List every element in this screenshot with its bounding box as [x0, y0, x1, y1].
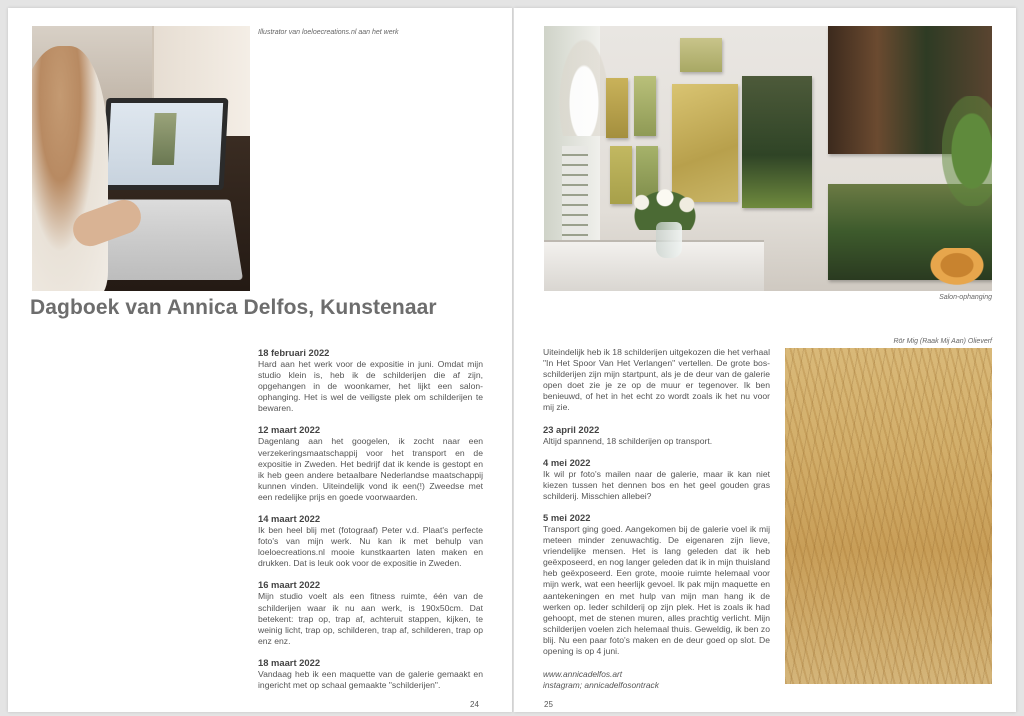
entry-body: Vandaag heb ik een maquette van de galerie gemaakt en ingericht met op schaal gemaakte "schilderijen".: [258, 668, 483, 690]
diary-column-right: [543, 347, 770, 667]
entry-date: 18 februari 2022: [258, 347, 330, 358]
photo-salon-ophanging: [544, 26, 992, 291]
entry-date: 12 maart 2022: [258, 424, 321, 436]
entry-body: Transport ging goed. Aangekomen bij de galerie voel ik mij meteen minder zenuwachtig. De eigenaren zijn lieve, vriendelijke mensen. Het is lang geleden dat ik heb geëxposeerd, en nog langer geleden dat ik in mijn thuisland heb geëxposeerd. Een grote, mooie ruimte helemaal voor mijn werk, wat een heerlijk gevoel. Ik pak mijn maquette en aantekeningen en met hulp van mijn man hang ik de werken op. Ieder schilderij op zijn plek. Het is zoals ik had gehoopt, met de stenen muren, alles prachtig verlicht. Mijn schilderijen voelen zich helemaal thuis. Geweldig, ik ben zo blij. Nu een paar foto's maken en de deur goed op slot. De opening is op 4 juni.: [543, 523, 770, 656]
entry-date: 18 maart 2022: [258, 656, 321, 668]
painting-ror-mig: [785, 348, 992, 684]
instagram-handle[interactable]: instagram; annicadelfosontrack: [543, 679, 659, 690]
caption-illustrator: Illustrator van loeloecreations.nl aan het werk: [258, 29, 399, 36]
entry-body: Ik wil pr foto's mailen naar de galerie, maar ik kan niet kiezen tussen het dennen bos en het geel gouden gras schilderij. Misschien allebei?: [543, 468, 770, 501]
entry-body: Hard aan het werk voor de expositie in juni. Omdat mijn studio klein is, heb ik de schilderijen die af zijn, opgehangen in de woonkamer, het lijkt een salon-ophanging. Het is wel de veiligste plek om schilderijen te bewaren.: [258, 359, 483, 414]
diary-entry: [258, 347, 483, 414]
page-number-right: 25: [544, 700, 553, 709]
diary-entry: [258, 513, 483, 569]
photo-person: [32, 46, 108, 291]
diary-entry: [543, 457, 770, 502]
photo-fruit-bowl: [922, 248, 992, 291]
diary-entry: [258, 424, 483, 503]
caption-salon: Salon-ophanging: [939, 294, 992, 301]
entry-date: 14 maart 2022: [258, 513, 321, 525]
photo-dining-table: [544, 240, 764, 291]
entry-date: 4 mei 2022: [543, 456, 591, 468]
diary-entry: [543, 347, 770, 414]
entry-body: Ik ben heel blij met (fotograaf) Peter v.d. Plaat's perfecte foto's van mijn werk. Nu kan ik met behulp van loeloecreations.nl mooie kunstkaarten laten maken en drukken. Dat is leuk ook voor de expositie in Zweden.: [258, 525, 483, 569]
painting-thumb: [680, 38, 722, 72]
photo-vase: [656, 222, 682, 258]
photo-laptop-screen: [102, 98, 229, 190]
entry-body: Uiteindelijk heb ik 18 schilderijen uitgekozen die het verhaal "In Het Spoor Van Het Verlangen" vertellen. De grote bos-schilderijen zijn mijn startpunt, als je de deur van de galerie open doet zie je ze op de muur er tegenover. Ik ben benieuwd, of het in het echt zo wordt zoals ik het nu voor mij zie.: [543, 347, 770, 413]
page-number-left: 24: [470, 700, 479, 709]
diary-column-left: [258, 347, 483, 701]
entry-date: 23 april 2022: [543, 423, 600, 435]
entry-date: 16 maart 2022: [258, 579, 321, 591]
painting-thumb: [606, 78, 628, 138]
photo-illustrator-at-work: [32, 26, 250, 291]
diary-entry: [258, 579, 483, 646]
diary-entry: [258, 657, 483, 691]
photo-chandelier: [554, 26, 614, 136]
article-heading: Dagboek van Annica Delfos, Kunstenaar: [30, 296, 437, 319]
contact-links: [543, 669, 770, 690]
caption-painting: Rör Mig (Raak Mij Aan) Olieverf: [893, 338, 992, 345]
entry-body: Altijd spannend, 18 schilderijen op transport.: [543, 435, 713, 446]
diary-entry: [543, 512, 770, 657]
entry-body: Mijn studio voelt als een fitness ruimte, één van de schilderijen waar ik nu aan werk, is 190x50cm. Dat betekent: trap op, trap af, achteruit stappen, kijken, te weinig licht, trap op, schilderen, trap af, schilderen, trap op enz enz.: [258, 591, 483, 646]
painting-thumb: [742, 76, 812, 208]
website-link[interactable]: www.annicadelfos.art: [543, 669, 623, 679]
entry-body: Dagenlang aan het googelen, ik zocht naar een verzekeringsmaatschappij voor het transport en de expositie in Zweden. Het bedrijf dat ik kende is gestopt en ik heb geen andere betaalbare Nederlandse maatschappij kunnen vinden. Uiteindelijk vond ik een(!) Zweedse met een redelijke prijs en goede voorwaarden.: [258, 436, 483, 502]
entry-date: 5 mei 2022: [543, 511, 591, 523]
painting-thumb: [634, 76, 656, 136]
diary-entry: [543, 424, 770, 447]
